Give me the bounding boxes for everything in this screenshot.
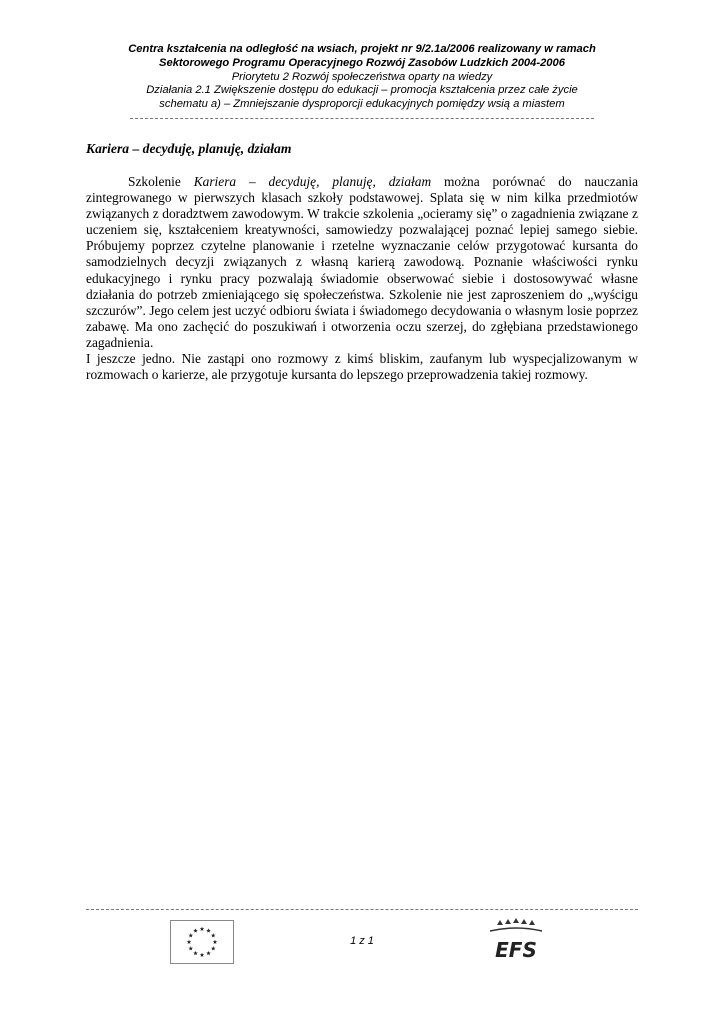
paragraph-1-lead: Szkolenie xyxy=(128,174,194,189)
document-body xyxy=(86,174,638,383)
header-line-priority: Priorytetu 2 Rozwój społeczeństwa oparty na wiedzy xyxy=(231,70,493,83)
efs-logo xyxy=(484,917,548,965)
header-line-program: Sektorowego Programu Operacyjnego Rozwój Zasobów Ludzkich 2004-2006 xyxy=(159,56,565,69)
paragraph-1-emphasis: Kariera – decyduję, planuję, działam xyxy=(193,174,432,189)
paragraph-1 xyxy=(86,174,638,351)
eu-flag-icon xyxy=(170,920,234,964)
header-line-action: Działania 2.1 Zwiększenie dostępu do edukacji – promocja kształcenia przez całe życie xyxy=(146,84,578,97)
header-line-scheme: schematu a) – Zmniejszanie dysproporcji edukacyjnych pomiędzy wsią a miastem xyxy=(159,98,565,111)
footer-divider xyxy=(86,909,638,910)
paragraph-1-text: można porównać do nauczania zintegrowanego w pierwszych klasach szkoły podstawowej. Splata się w nim kilka przedmiotów związanych z doradztwem zawodowym. W trakcie szkolenia „ocieramy się” o zagadnienia związane z uczeniem się, kształceniem kreatywności, samowiedzy pozwalającej poznać lepiej samego siebie. Próbujemy poprzez czytelne planowanie i rzetelne wyznaczanie celów przygotować kursanta do samodzielnych decyzji związanych z własną karierą zawodową. Poznanie właściwości rynku edukacyjnego i rynku pracy pozwalają świadomie obserwować siebie i dostosowywać własne działania do potrzeb zmieniającego się społeczeństwa. Szkolenie nie jest zaproszeniem do „wyścigu szczurów”. Jego celem jest uczyć odbioru świata i świadomego decydowania o własnym losie poprzez zabawę. Ma ono zachęcić do poszukiwań i otworzenia oczu szerzej, do zgłębiana przedstawionego zagadnienia. xyxy=(86,174,639,350)
header-divider xyxy=(130,118,594,119)
page-number: 1 z 1 xyxy=(350,935,374,947)
document-title: Kariera – decyduję, planuję, działam xyxy=(86,141,292,156)
efs-logo-text: EFS xyxy=(495,938,537,962)
document-header xyxy=(86,43,638,112)
paragraph-2: I jeszcze jedno. Nie zastąpi ono rozmowy z kimś bliskim, zaufanym lub wyspecjalizowanym w rozmowach o karierze, ale przygotuje kursanta do lepszego przeprowadzenia takiej rozmowy. xyxy=(86,351,638,383)
header-line-project: Centra kształcenia na odległość na wsiach, projekt nr 9/2.1a/2006 realizowany w ramach xyxy=(128,43,596,55)
